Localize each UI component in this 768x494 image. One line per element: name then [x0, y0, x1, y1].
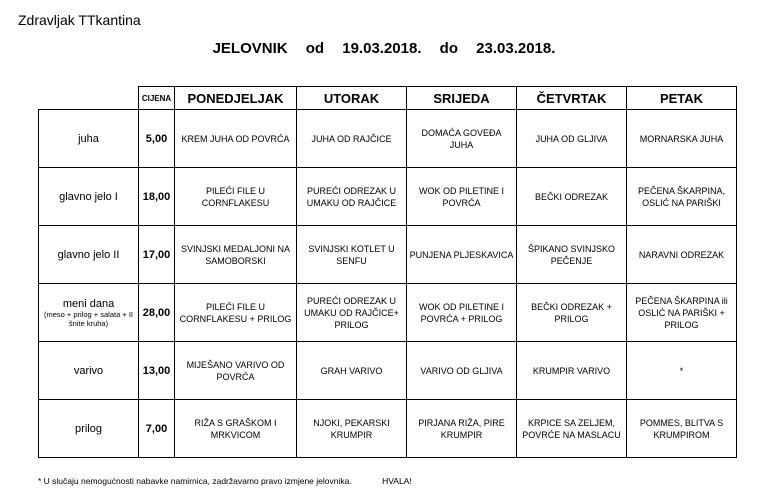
- menu-title: [0, 40, 768, 57]
- menu-item-monday: RIŽA S GRAŠKOM I MRKVICOM: [175, 400, 297, 458]
- price-cell: 13,00: [139, 342, 175, 400]
- footnote-text: * U slučaju nemogućnosti nabavke namirnica, zadržavamo pravo izmjene jelovnika.: [38, 476, 352, 486]
- menu-row: [39, 400, 737, 458]
- dish-category-cell: [39, 342, 139, 400]
- menu-item-monday: SVINJSKI MEDALJONI NA SAMOBORSKI: [175, 226, 297, 284]
- menu-row: [39, 284, 737, 342]
- dish-category-cell: [39, 400, 139, 458]
- dish-category-label: meni dana: [62, 297, 115, 310]
- menu-item-friday: PEČENA ŠKARPINA, OSLIĆ NA PARIŠKI: [627, 168, 737, 226]
- menu-item-thursday: ŠPIKANO SVINJSKO PEČENJE: [517, 226, 627, 284]
- dish-category-label: juha: [78, 132, 99, 145]
- menu-item-thursday: JUHA OD GLJIVA: [517, 110, 627, 168]
- menu-item-monday: PILEĆI FILE U CORNFLAKESU: [175, 168, 297, 226]
- menu-item-wednesday: PIRJANA RIŽA, PIRE KRUMPIR: [407, 400, 517, 458]
- menu-item-wednesday: VARIVO OD GLJIVA: [407, 342, 517, 400]
- menu-item-thursday: BEČKI ODREZAK + PRILOG: [517, 284, 627, 342]
- header-blank-cell: [39, 87, 139, 110]
- menu-row: [39, 226, 737, 284]
- menu-item-friday: MORNARSKA JUHA: [627, 110, 737, 168]
- menu-item-tuesday: JUHA OD RAJČICE: [297, 110, 407, 168]
- menu-item-thursday: BEČKI ODREZAK: [517, 168, 627, 226]
- menu-item-tuesday: PUREĆI ODREZAK U UMAKU OD RAJČICE: [297, 168, 407, 226]
- price-cell: 7,00: [139, 400, 175, 458]
- dish-category-cell: [39, 168, 139, 226]
- menu-item-monday: PILEĆI FILE U CORNFLAKESU + PRILOG: [175, 284, 297, 342]
- menu-item-friday: *: [627, 342, 737, 400]
- day-header-friday: PETAK: [627, 87, 737, 110]
- price-cell: 18,00: [139, 168, 175, 226]
- price-header: CIJENA: [139, 87, 175, 110]
- menu-item-wednesday: DOMAĆA GOVEĐA JUHA: [407, 110, 517, 168]
- menu-item-monday: MIJEŠANO VARIVO OD POVRĆA: [175, 342, 297, 400]
- title-to-word: do: [439, 40, 458, 57]
- menu-item-monday: KREM JUHA OD POVRĆA: [175, 110, 297, 168]
- dish-category-cell: [39, 284, 139, 342]
- day-header-wednesday: SRIJEDA: [407, 87, 517, 110]
- menu-item-tuesday: GRAH VARIVO: [297, 342, 407, 400]
- menu-row: [39, 110, 737, 168]
- menu-item-friday: PEČENA ŠKARPINA ili OSLIĆ NA PARIŠKI + PRILOG: [627, 284, 737, 342]
- dish-category-cell: [39, 110, 139, 168]
- menu-item-wednesday: WOK OD PILETINE I POVRĆA: [407, 168, 517, 226]
- menu-item-tuesday: SVINJSKI KOTLET U SENFU: [297, 226, 407, 284]
- menu-item-tuesday: PUREĆI ODREZAK U UMAKU OD RAJČICE+ PRILOG: [297, 284, 407, 342]
- menu-table: [38, 86, 737, 458]
- menu-row: [39, 342, 737, 400]
- day-header-tuesday: UTORAK: [297, 87, 407, 110]
- day-header-thursday: ČETVRTAK: [517, 87, 627, 110]
- menu-row: [39, 168, 737, 226]
- price-cell: 28,00: [139, 284, 175, 342]
- title-from-date: 19.03.2018.: [342, 40, 422, 57]
- dish-category-label: glavno jelo II: [57, 248, 120, 261]
- menu-item-friday: POMMES, BLITVA S KRUMPIROM: [627, 400, 737, 458]
- header-row: [39, 87, 737, 110]
- menu-item-thursday: KRUMPIR VARIVO: [517, 342, 627, 400]
- day-header-monday: PONEDJELJAK: [175, 87, 297, 110]
- price-cell: 5,00: [139, 110, 175, 168]
- dish-category-label: varivo: [73, 364, 104, 377]
- menu-item-wednesday: PUNJENA PLJESKAVICA: [407, 226, 517, 284]
- thanks-text: HVALA!: [382, 476, 412, 486]
- menu-item-friday: NARAVNI ODREZAK: [627, 226, 737, 284]
- dish-category-note: (meso + prilog + salata + II šnite kruha): [43, 309, 133, 328]
- title-from-word: od: [305, 40, 325, 57]
- dish-category-label: glavno jelo I: [59, 190, 118, 203]
- title-to-date: 23.03.2018.: [476, 40, 556, 57]
- menu-item-wednesday: WOK OD PILETINE I POVRĆA + PRILOG: [407, 284, 517, 342]
- footnote: [38, 476, 412, 486]
- title-label: JELOVNIK: [212, 40, 288, 57]
- menu-item-tuesday: NJOKI, PEKARSKI KRUMPIR: [297, 400, 407, 458]
- price-cell: 17,00: [139, 226, 175, 284]
- menu-item-thursday: KRPICE SA ZELJEM, POVRĆE NA MASLACU: [517, 400, 627, 458]
- dish-category-label: prilog: [75, 422, 102, 435]
- dish-category-cell: [39, 226, 139, 284]
- company-name: Zdravljak TTkantina: [18, 12, 141, 28]
